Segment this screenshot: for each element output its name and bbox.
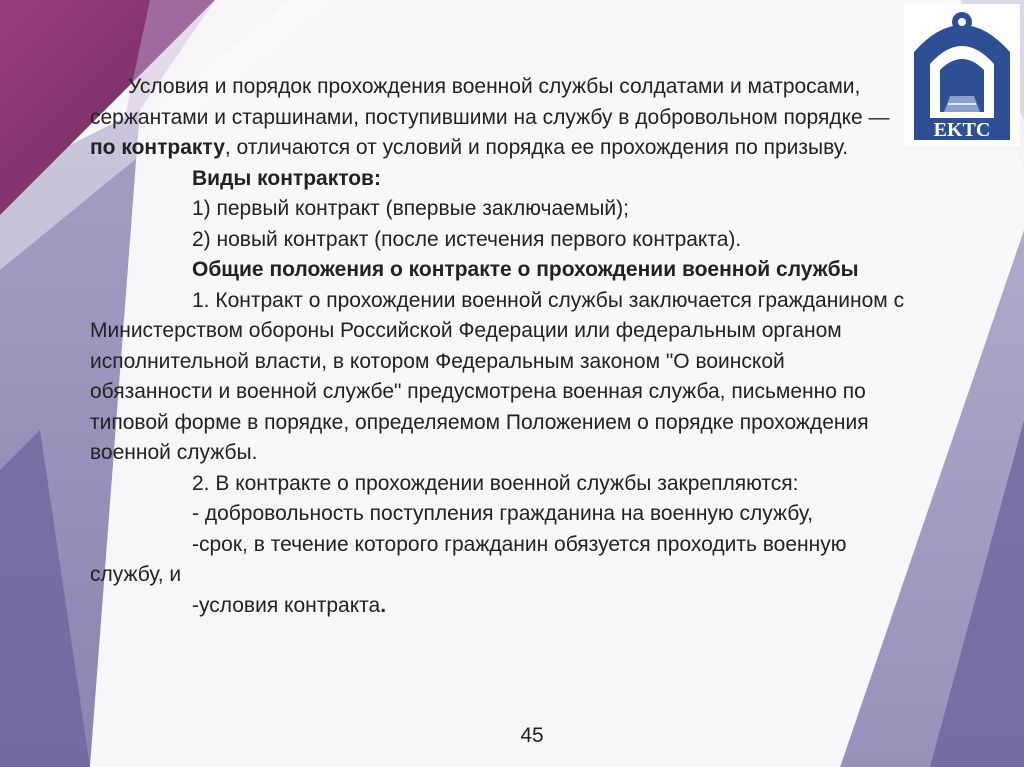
page-number: 45 [520,724,544,747]
list-item-2: -срок, в течение которого гражданин обязуется проходить военную службу, и [90,532,847,586]
provision-paragraph-1: 1. Контракт о прохождении военной службы заключается гражданином с Министерством обороны Российской Федерации или федеральным органом исполнительной власти, в котором Федеральным законом "О воинской обязанности и военной службе" предусмотрена военная служба, письменно по типовой форме в порядке, определяемом Положением о порядке прохождения военной службы. [90,288,905,464]
contracts-heading: Виды контрактов: [192,166,381,190]
ektc-logo [900,0,1024,150]
contract-type-1: 1) первый контракт (впервые заключаемый); [192,197,629,220]
general-provisions-heading: Общие положения о контракте о прохождении военной службы [192,258,859,281]
contract-type-2: 2) новый контракт (после истечения первого контракта). [192,227,742,251]
intro-paragraph: Условия и порядок прохождения военной службы солдатами и матросами, сержантами и старшинами, поступившими на службу в добровольном порядке — по контракту, отличаются от условий и порядка ее прохождения по призыву. [90,75,890,159]
list-item-1: - добровольность поступления гражданина на военную службу, [192,502,814,525]
logo-text: EKTC [933,119,991,141]
list-item-3: -условия контракта. [192,593,387,617]
provision-paragraph-2: 2. В контракте о прохождении военной службы закрепляются: [192,471,799,495]
slide-content [90,72,910,621]
contract-emphasis: по контракту [90,136,225,159]
